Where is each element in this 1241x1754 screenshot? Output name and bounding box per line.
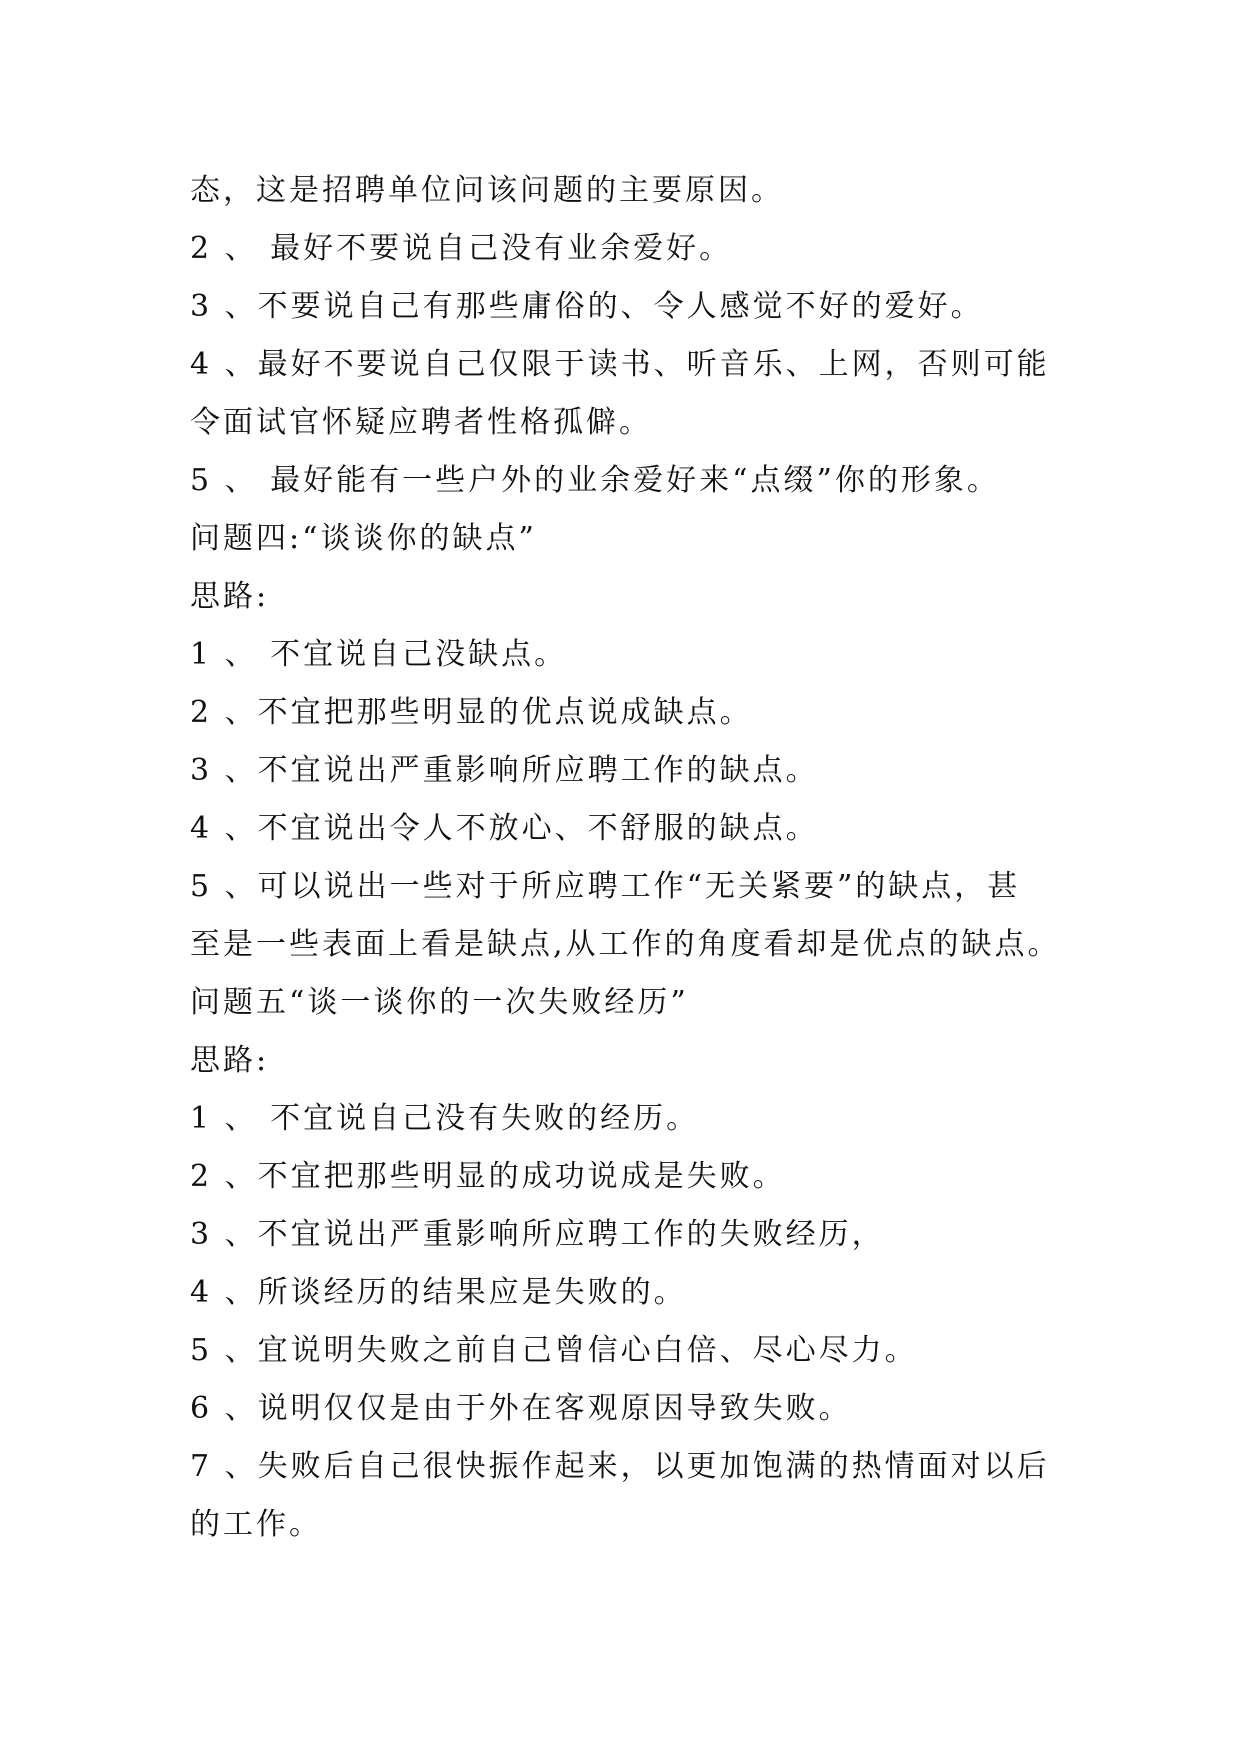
section-heading: 问题四:“谈谈你的缺点”	[190, 521, 537, 556]
document-body	[190, 162, 1070, 1554]
text-line: 3 、不宜说出严重影响所应聘工作的失败经历，	[190, 1217, 885, 1252]
text-line: 5 、 最好能有一些户外的业余爱好来“点缀”你的形象。	[190, 463, 1000, 498]
text-line: 4 、不宜说出令人不放心、不舒服的缺点。	[190, 811, 819, 846]
text-line: 1 、 不宜说自己没缺点。	[190, 637, 568, 672]
text-line: 4 、最好不要说自己仅限于读书、听音乐、上网，否则可能	[190, 347, 1050, 382]
text-line: 态，这是招聘单位问该问题的主要原因。	[190, 173, 784, 208]
text-line: 2 、不宜把那些明显的成功说成是失败。	[190, 1159, 786, 1194]
text-line: 4 、所谈经历的结果应是失败的。	[190, 1275, 687, 1310]
text-line: 3 、不要说自己有那些庸俗的、令人感觉不好的爱好。	[190, 289, 984, 324]
text-line: 令面试官怀疑应聘者性格孤僻。	[190, 405, 652, 440]
section-heading: 问题五“谈一谈你的一次失败经历”	[190, 985, 689, 1020]
text-line: 5 、可以说出一些对于所应聘工作“无关紧要”的缺点，甚	[190, 869, 1021, 904]
text-line: 2 、不宜把那些明显的优点说成缺点。	[190, 695, 753, 730]
text-line: 的工作。	[190, 1507, 322, 1542]
text-line: 6 、说明仅仅是由于外在客观原因导致失败。	[190, 1391, 852, 1426]
text-line: 5 、宜说明失败之前自己曾信心白倍、尽心尽力。	[190, 1333, 918, 1368]
text-line: 7 、失败后自己很快振作起来，以更加饱满的热情面对以后	[190, 1449, 1050, 1484]
text-line: 3 、不宜说出严重影响所应聘工作的缺点。	[190, 753, 819, 788]
section-subheading: 思路:	[190, 579, 270, 614]
section-subheading: 思路:	[190, 1043, 270, 1078]
text-line: 1 、 不宜说自己没有失败的经历。	[190, 1101, 700, 1136]
text-line: 2 、 最好不要说自己没有业余爱好。	[190, 231, 733, 266]
text-line: 至是一些表面上看是缺点,从工作的角度看却是优点的缺点。	[190, 927, 1061, 962]
